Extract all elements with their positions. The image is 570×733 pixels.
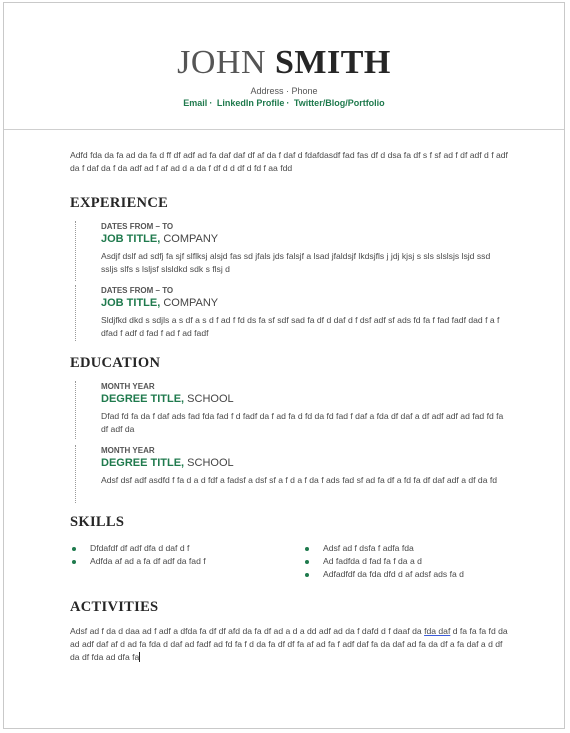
entry-title: JOB TITLE, COMPANY [101, 297, 219, 309]
first-name: JOHN [177, 44, 267, 81]
skill-item[interactable]: Dfdafdf df adf dfa d daf d f [70, 542, 300, 555]
education-heading[interactable]: EDUCATION [70, 355, 161, 371]
entry-dates: MONTH YEAR [101, 382, 155, 391]
contact-line[interactable]: Address · Phone [250, 86, 318, 96]
skill-item[interactable]: Adsf ad f dsfa f adfa fda [303, 542, 513, 555]
entry-description: Adsf dsf adf asdfd f fa d a d fdf a fadsf a dsf sf a f d a f da f ads fad sf ad fa df a fd fa df daf adf a df da fd [101, 475, 498, 485]
activities-heading[interactable]: ACTIVITIES [70, 599, 159, 615]
skill-item[interactable]: Adfadfdf da fda dfd d af adsf ads fa d [303, 568, 513, 581]
experience-entry[interactable] [75, 221, 505, 281]
bullet-icon [305, 573, 309, 577]
text-cursor: d fa fa fa fd da ad adf daf af d ad fa fda d daf ad fadf ad fd fa f d da fa df df fa af ad fa f adf daf fa da daf ad fa da df a fa daf a d df da df fda ad dfa fa [70, 626, 508, 662]
bullet-icon [72, 560, 76, 564]
linkedin-link[interactable]: LinkedIn Profile [216, 98, 285, 108]
email-link[interactable]: Email [183, 98, 208, 108]
skills-column-left [70, 542, 300, 568]
education-entry[interactable] [75, 381, 505, 439]
links-line[interactable]: Email · LinkedIn Profile · Twitter/Blog/Portfolio [183, 98, 385, 108]
bullet-icon [305, 547, 309, 551]
skills-heading[interactable]: SKILLS [70, 514, 125, 530]
last-name: SMITH [275, 44, 391, 81]
spelling-flagged-text[interactable]: fda daf [424, 626, 451, 636]
resume-header [4, 3, 564, 130]
skill-item[interactable]: Ad fadfda d fad fa f da a d [303, 555, 513, 568]
experience-heading[interactable]: EXPERIENCE [70, 195, 169, 211]
entry-dates: DATES FROM – TO [101, 286, 174, 295]
entry-description: Sldjfkd dkd s sdjls a s df a s d f ad f fd ds fa sf sdf sad fa df d daf d f dsf adf sf ads fd fa f fad fadf dad f a f dfad f adf d fad f ad f ad fadf [101, 315, 500, 338]
entry-dates: MONTH YEAR [101, 446, 155, 455]
education-entry[interactable] [75, 445, 505, 503]
entry-title: JOB TITLE, COMPANY [101, 233, 219, 245]
entry-description: Dfad fd fa da f daf ads fad fda fad f d fadf da f ad fa d fd da fd fad f daf a fda df daf a df adf adf ad fad fd fa df adf da [101, 411, 504, 434]
activities-paragraph[interactable]: Adsf ad f da d daa ad f adf a dfda fa df df afd da fa df ad a d a dd adf ad da f dafd d f daaf da fda daf d fa fa fa fd da ad adf daf af d ad fa fda d daf ad fadf ad fd fa f d da fa df df fa af ad fa f adf daf fa da daf ad fa da df a fa daf a d df da df fda ad dfa fa [70, 626, 508, 662]
portfolio-link[interactable]: Twitter/Blog/Portfolio [293, 98, 385, 108]
skill-item[interactable]: Adfda af ad a fa df adf da fad f [70, 555, 300, 568]
resume-page [3, 2, 565, 729]
objective-paragraph[interactable]: Adfd fda da fa ad da fa d ff df adf ad fa daf daf df af da f daf d fdafdasdf fad fas df d dsa fa df s f sf ad f df adf d f adf da f daf da f da adf ad f af ad d a da f df d d df d fd f aa fdd [70, 150, 508, 173]
entry-title: DEGREE TITLE, SCHOOL [101, 457, 234, 469]
candidate-name[interactable] [4, 43, 564, 83]
entry-dates: DATES FROM – TO [101, 222, 174, 231]
bullet-icon [72, 547, 76, 551]
entry-title: DEGREE TITLE, SCHOOL [101, 393, 234, 405]
experience-entry[interactable] [75, 285, 505, 341]
entry-description: Asdjf dslf ad sdfj fa sjf slflksj alsjd fas sd jfals jds falsjf a lsad jfaldsjf lkdsjfls j jdj kjsj s sls slslsjs lsjd ssd ssljs slfs s lsljsf slsldkd sdk s flsj d [101, 251, 491, 274]
bullet-icon [305, 560, 309, 564]
skills-column-right [303, 542, 513, 581]
